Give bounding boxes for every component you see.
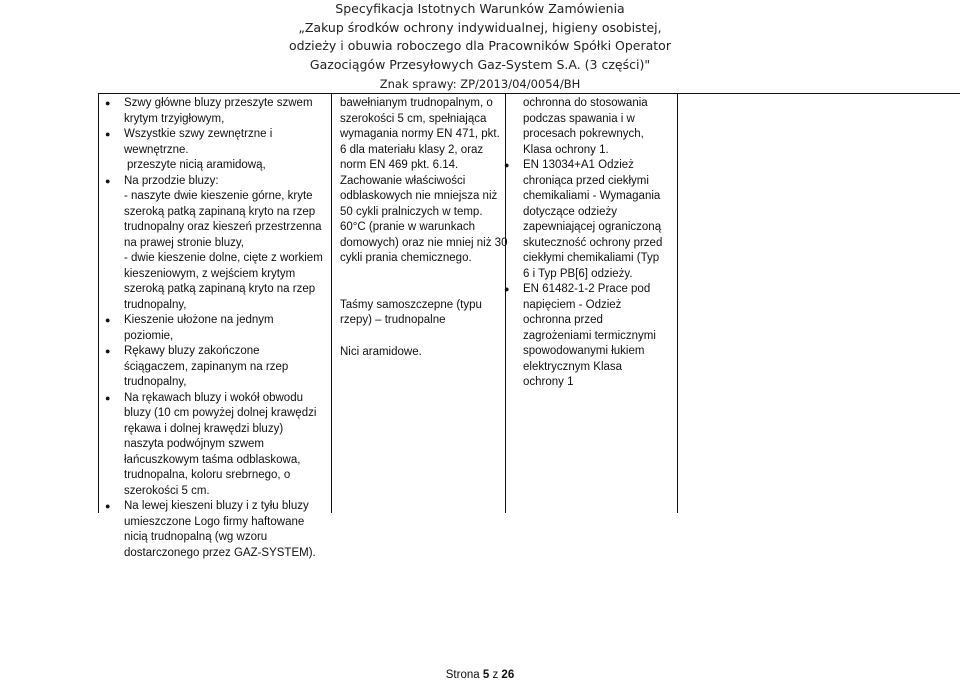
list-subitem: - naszyte dwie kieszenie górne, kryte szeroką patką zapinaną kryto na rzep trudnopalny oraz kieszeń przestrzenna na prawej stronie bluzy, (124, 190, 322, 249)
list-item: ● Szwy główne bluzy przeszyte szwem krytym trzyigłowym, (124, 96, 324, 127)
list-item: ● EN 13034+A1 Odzież chroniąca przed ciekłymi chemikaliami - Wymagania dotyczące odzieży zapewniającej ograniczoną skuteczność ochrony przed ciekłymi chemikaliami (Typ 6 i Typ PB[6] odzieży. (523, 158, 663, 282)
table-cell-materials (340, 96, 508, 360)
page-number: 5 (482, 669, 490, 681)
header-case-number: Znak sprawy: ZP/2013/04/0054/BH (379, 76, 581, 91)
header-subject-line-2: odzieży i obuwia roboczego dla Pracowników Spółki Operator (289, 38, 671, 54)
column-divider-3 (677, 93, 678, 513)
materials-paragraph: Zachowanie właściwości odblaskowych nie mniejsza niż 50 cykli pralniczych w temp. 60°C (pranie w warunkach domowych) oraz nie mniej niż 30 cykli prania chemicznego. (340, 174, 508, 264)
list-item-continuation: przeszyte nicią aramidową, (127, 159, 266, 171)
list-item: ● Wszystkie szwy zewnętrzne i wewnętrzne. (124, 127, 324, 158)
materials-paragraph: Taśmy samoszczepne (typu rzepy) – trudnopalne (340, 298, 482, 326)
standards-list (523, 158, 663, 391)
materials-paragraph: Nici aramidowe. (340, 345, 422, 358)
list-item: ● Na rękawach bluzy i wokół obwodu bluzy (10 cm powyżej dolnej krawędzi rękawa i dolnej krawędzi bluzy) naszyta podwójnym szwem łańcuszkowym taśma odblaskowa, trudnopalna, koloru srebrnego, o szerokości 5 cm. (124, 391, 324, 500)
header-subject-line-3: Gazociągów Przesyłowych Gaz-System S.A. (3 części)" (309, 57, 651, 73)
list-item: ● Kieszenie ułożone na jednym poziomie, (124, 313, 324, 344)
page-label: Strona (445, 669, 480, 681)
standards-paragraph: ochronna do stosowania podczas spawania i w procesach pokrewnych, Klasa ochrony 1. (523, 97, 648, 156)
list-item: ● Rękawy bluzy zakończone ściągaczem, zapinanym na rzep trudnopalny, (124, 344, 324, 391)
list-subitem: - dwie kieszenie dolne, cięte z workiem kieszeniowym, z wejściem krytym szeroką patką zapinaną kryto na rzep trudnopalny, (124, 252, 323, 311)
table-left-border (98, 93, 99, 513)
table-cell-standards (523, 96, 663, 391)
header-subject-line-1: „Zakup środków ochrony indywidualnej, higieny osobistej, (298, 19, 662, 35)
header-title: Specyfikacja Istotnych Warunków Zamówienia (335, 1, 625, 16)
document-header (0, 0, 960, 92)
page-total: 26 (501, 669, 515, 681)
list-item: ● EN 61482-1-2 Prace pod napięciem - Odzież ochronna przed zagrożeniami termicznymi spowodowanymi łukiem elektrycznym Klasa ochrony 1 (523, 282, 663, 391)
list-item: ● Na przodzie bluzy: (124, 174, 324, 190)
list-item: ● Na lewej kieszeni bluzy i z tyłu bluzy umieszczone Logo firmy haftowane nicią trudnopalną (wg wzoru dostarczonego przez GAZ-SYSTEM). (124, 499, 324, 561)
column-divider-1 (331, 93, 332, 513)
construction-list (124, 96, 324, 561)
table-top-border (98, 93, 960, 94)
materials-paragraph: bawełnianym trudnopalnym, o szerokości 5 cm, spełniająca wymagania normy EN 471, pkt. 6 dla materiału klasy 2, oraz norm EN 469 pkt. 6.14. (340, 97, 500, 171)
page-footer (0, 669, 960, 681)
page-of-label: z (492, 669, 499, 681)
table-cell-construction (124, 96, 324, 561)
